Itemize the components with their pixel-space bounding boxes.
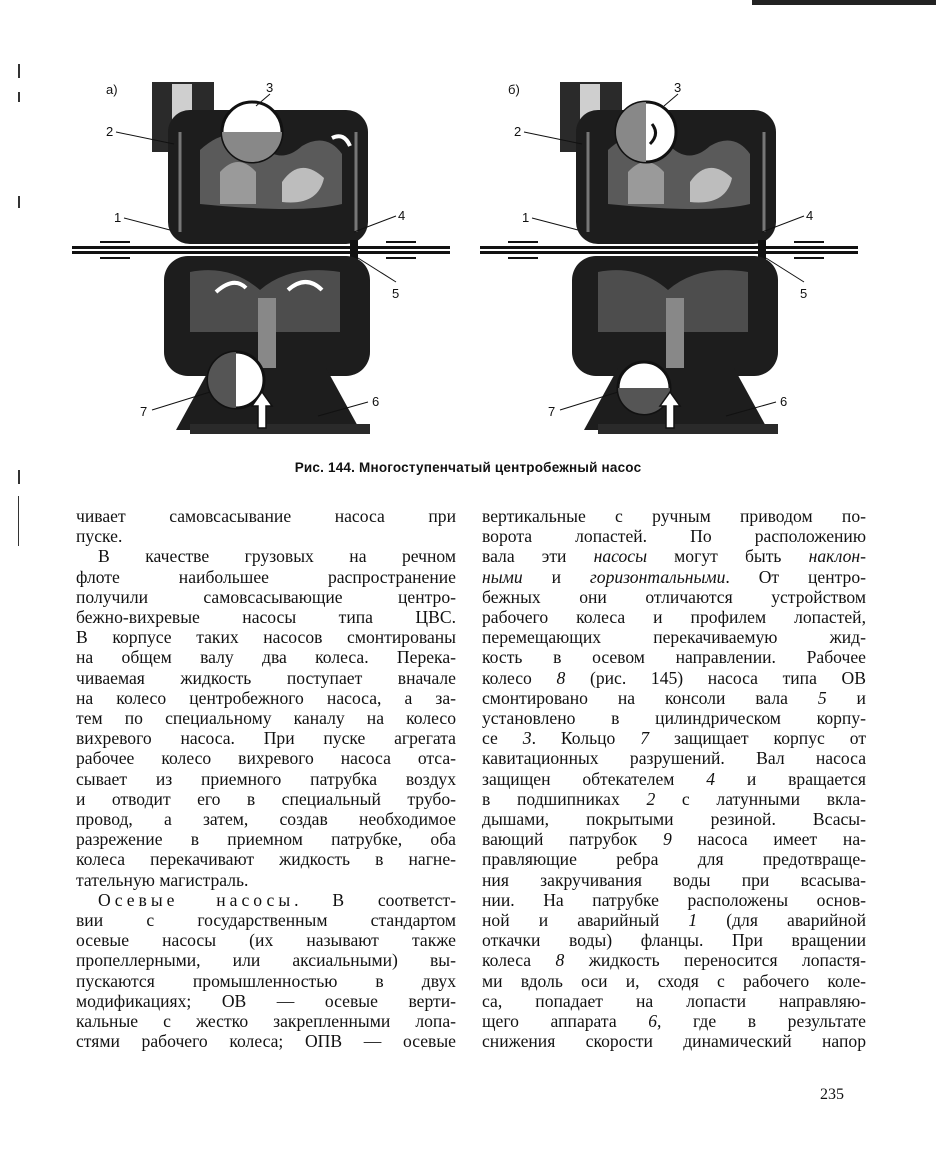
text-line: снижения скорости динамический напор (482, 1031, 866, 1052)
text-line (76, 890, 456, 910)
margin-mark (18, 196, 20, 208)
text-fragment: и (826, 687, 866, 708)
text-line (482, 1011, 866, 1031)
text-fragment: защищен обтекателем (482, 768, 707, 789)
text-line: вии с государственным стандартом (76, 910, 456, 931)
text-line: колеса перекачивают жидкость в нагне- (76, 849, 456, 870)
text-fragment: . В соответст- (294, 889, 456, 910)
callout-b-6: 6 (780, 394, 788, 409)
italic-number: 5 (817, 687, 827, 708)
pump-figure (60, 72, 876, 452)
text-line: тательную магистраль. (76, 869, 249, 890)
text-fragment: . От центро- (725, 566, 866, 587)
text-fragment: ной и аварийный (482, 910, 689, 931)
text-line: тем по специальному каналу на колесо (76, 708, 456, 729)
pump-section-a (72, 82, 450, 434)
text-fragment: в подшипниках (482, 788, 647, 809)
text-fragment: се (482, 728, 523, 749)
text-line: правляющие ребра для предотвраще- (482, 849, 866, 870)
text-line: чиваемая жидкость поступает вначале (76, 667, 456, 688)
margin-mark (18, 496, 19, 546)
callout-b-5: 5 (800, 286, 808, 301)
callout-a-2: 2 (106, 124, 114, 139)
text-fragment: смонтировано на консоли вала (482, 687, 818, 708)
callout-a-3: 3 (266, 80, 274, 95)
text-line: са, попадает на лопасти направляю- (482, 990, 866, 1011)
text-line: вихревого насоса. При пуске агрегата (76, 728, 456, 749)
text-line: пропеллерными, или аксиальными) вы- (76, 950, 456, 971)
callout-b-1: 1 (522, 210, 530, 225)
text-fragment: и (522, 566, 590, 587)
text-fragment: защищает корпус от (649, 728, 867, 749)
section-heading: Осевые насосы (98, 889, 295, 910)
text-fragment: колесо (482, 667, 557, 688)
panel-a-label: а) (106, 82, 118, 97)
page-number: 235 (820, 1086, 844, 1103)
text-line: бежно-вихревые насосы типа ЦВС. (76, 607, 456, 628)
text-fragment: жидкость переносится лопастя- (564, 950, 866, 971)
text-line (482, 728, 866, 748)
text-line: В качестве грузовых на речном (98, 546, 456, 567)
text-line: нии. На патрубке расположены основ- (482, 889, 866, 910)
margin-mark (18, 92, 20, 102)
text-line: флоте наибольшее распространение (76, 566, 456, 587)
figure-caption: Рис. 144. Многоступенчатый центробежный насос (294, 460, 642, 475)
italic-term: насосы (593, 546, 648, 567)
text-fragment: . Кольцо (531, 728, 641, 749)
text-line: бежных они отличаются устройством (482, 586, 866, 607)
text-line: ворота лопастей. По расположению (482, 526, 866, 547)
text-line: провод, а затем, создав необходимое (76, 809, 456, 830)
text-fragment: и вращается (715, 768, 866, 789)
italic-number: 9 (662, 829, 672, 850)
italic-term: горизонтальными (589, 566, 726, 587)
text-line: разрежение в приемном патрубке, оба (76, 829, 456, 850)
text-line: кость в осевом направлении. Рабочее (482, 647, 866, 668)
text-line (482, 910, 866, 930)
text-line (482, 829, 866, 849)
text-line: на колесо центробежного насоса, а за- (76, 687, 456, 708)
text-line (482, 567, 866, 587)
text-line: чивает самовсасывание насоса при (76, 506, 456, 526)
text-line: пуске. (76, 526, 123, 547)
italic-term: ными (482, 566, 523, 587)
text-line: вертикальные с ручным приводом по- (482, 506, 866, 526)
italic-number: 3 (522, 728, 532, 749)
italic-number: 4 (706, 768, 716, 789)
callout-b-7: 7 (548, 404, 556, 419)
text-fragment: щего аппарата (482, 1011, 649, 1032)
text-fragment: (для аварийной (697, 910, 866, 931)
text-fragment: , где в результате (657, 1011, 866, 1032)
text-fragment: колеса (482, 950, 556, 971)
text-line: модификациях; ОВ — осевые верти- (76, 990, 456, 1011)
callout-a-7: 7 (140, 404, 148, 419)
text-line: осевые насосы (их называют также (76, 930, 456, 951)
text-line (482, 688, 866, 708)
text-line: пускаются промышленностью в двух (76, 970, 456, 991)
text-fragment: с латунными вкла- (655, 788, 866, 809)
italic-number: 8 (555, 950, 565, 971)
italic-number: 6 (648, 1011, 658, 1032)
text-line: рабочего колеса и профилем лопастей, (482, 607, 866, 628)
callout-a-6: 6 (372, 394, 380, 409)
text-fragment: вала эти (482, 546, 594, 567)
text-line (482, 789, 866, 809)
text-line (482, 546, 866, 566)
text-line: установлено в цилиндрическом корпу- (482, 708, 866, 729)
text-fragment: могут быть (647, 546, 809, 567)
text-line: кальные с жестко закрепленными лопа- (76, 1011, 456, 1032)
text-line: В корпусе таких насосов смонтированы (76, 627, 456, 648)
left-column (76, 506, 456, 1051)
callout-a-1: 1 (114, 210, 122, 225)
italic-number: 7 (640, 728, 650, 749)
pump-section-b (480, 82, 858, 434)
text-fragment: вающий патрубок (482, 829, 663, 850)
text-line: рабочее колесо вихревого насоса отса- (76, 748, 456, 769)
top-rule (752, 0, 936, 5)
text-line: получили самовсасывающие центро- (76, 586, 456, 607)
callout-b-4: 4 (806, 208, 814, 223)
callout-a-5: 5 (392, 286, 400, 301)
callout-b-3: 3 (674, 80, 682, 95)
text-line: ми вдоль оси и, сходя с рабочего коле- (482, 970, 866, 991)
italic-number: 1 (688, 910, 698, 931)
text-line (482, 950, 866, 970)
text-line: кавитационных разрушений. Вал насоса (482, 748, 866, 769)
italic-number: 8 (556, 667, 566, 688)
text-line: откачки воды) фланцы. При вращении (482, 930, 866, 951)
text-line (482, 769, 866, 789)
text-line: и отводит его в специальный трубо- (76, 788, 456, 809)
text-line: дышами, покрытыми резиной. Всасы- (482, 809, 866, 830)
text-line: стями рабочего колеса; ОПВ — осевые (76, 1031, 456, 1052)
panel-b-label: б) (508, 82, 520, 97)
callout-b-2: 2 (514, 124, 522, 139)
text-line (482, 668, 866, 688)
right-column (482, 506, 866, 1051)
margin-mark (18, 64, 20, 78)
text-line: ния закручивания воды при всасыва- (482, 869, 866, 890)
text-fragment: (рис. 145) насоса типа ОВ (565, 667, 866, 688)
pump-diagram (60, 72, 876, 452)
italic-number: 2 (646, 788, 656, 809)
italic-term: наклон- (808, 546, 866, 567)
text-line: сывает из приемного патрубка воздух (76, 768, 456, 789)
callout-a-4: 4 (398, 208, 406, 223)
text-line: на общем валу два колеса. Перека- (76, 647, 456, 668)
text-line: перемещающих перекачиваемую жид- (482, 627, 866, 648)
text-fragment: насоса имеет на- (671, 829, 866, 850)
